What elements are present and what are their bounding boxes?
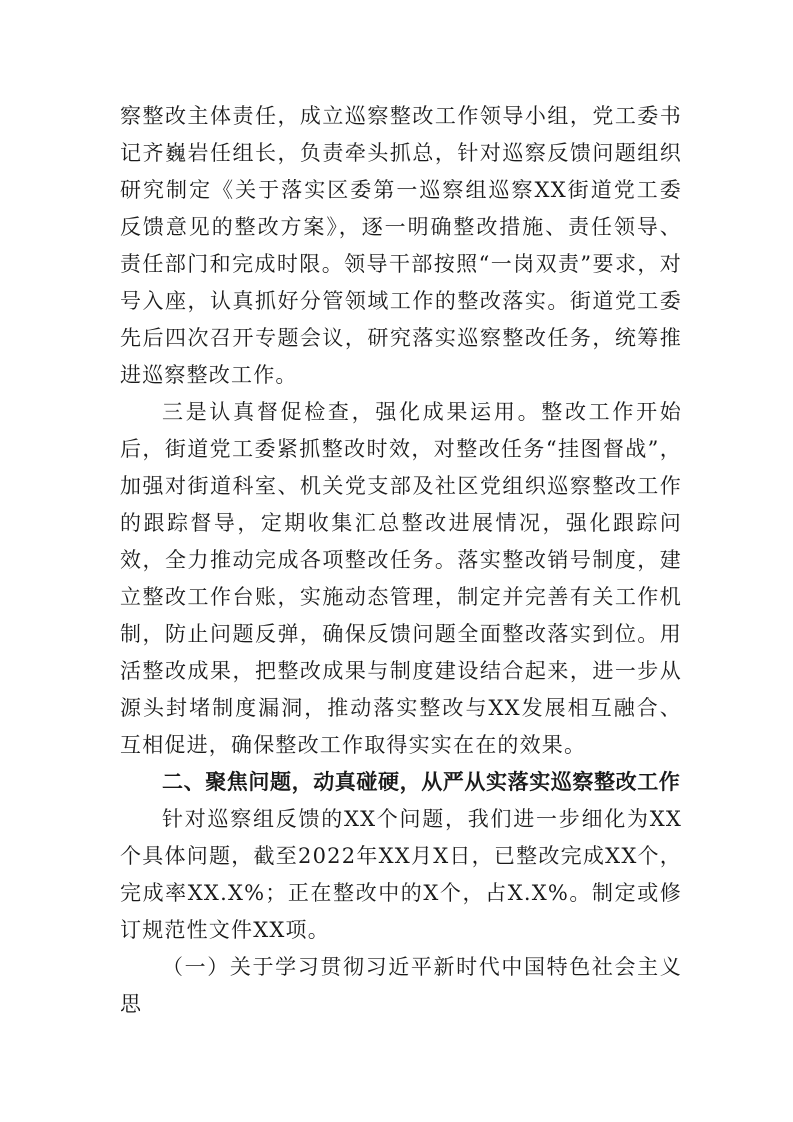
paragraph-continued: 察整改主体责任，成立巡察整改工作领导小组，党工委书记齐巍岩任组长，负责牵头抓总，针对巡察反馈问题组织研究制定《关于落实区委第一巡察组巡察XX街道党工委反馈意见的整改方案》，逐一明确整改措施、责任领导、责任部门和完成时限。领导干部按照“一岗双责”要求，对号入座，认真抓好分管领域工作的整改落实。街道党工委先后四次召开专题会议，研究落实巡察整改任务，统筹推进巡察整改工作。 [120,104,682,387]
subsection-heading: （一）关于学习贯彻习近平新时代中国特色社会主义思 [120,955,682,1016]
section-heading: 二、聚焦问题，动真碰硬，从严从实落实巡察整改工作 [162,770,681,794]
document-body [120,98,682,1023]
paragraph-statistics: 针对巡察组反馈的XX个问题，我们进一步细化为XX个具体问题，截至2022年XX月X日，已整改完成XX个，完成率XX.X%；正在整改中的X个，占X.X%。制定或修订规范性文件XX项。 [120,807,682,942]
paragraph-supervision: 三是认真督促检查，强化成果运用。整改工作开始后，街道党工委紧抓整改时效，对整改任务“挂图督战”，加强对街道科室、机关党支部及社区党组织巡察整改工作的跟踪督导，定期收集汇总整改进展情况，强化跟踪问效，全力推动完成各项整改任务。落实整改销号制度，建立整改工作台账，实施动态管理，制定并完善有关工作机制，防止问题反弹，确保反馈问题全面整改落实到位。用活整改成果，把整改成果与制度建设结合起来，进一步从源头封堵制度漏洞，推动落实整改与XX发展相互融合、互相促进，确保整改工作取得实实在在的效果。 [120,400,682,757]
